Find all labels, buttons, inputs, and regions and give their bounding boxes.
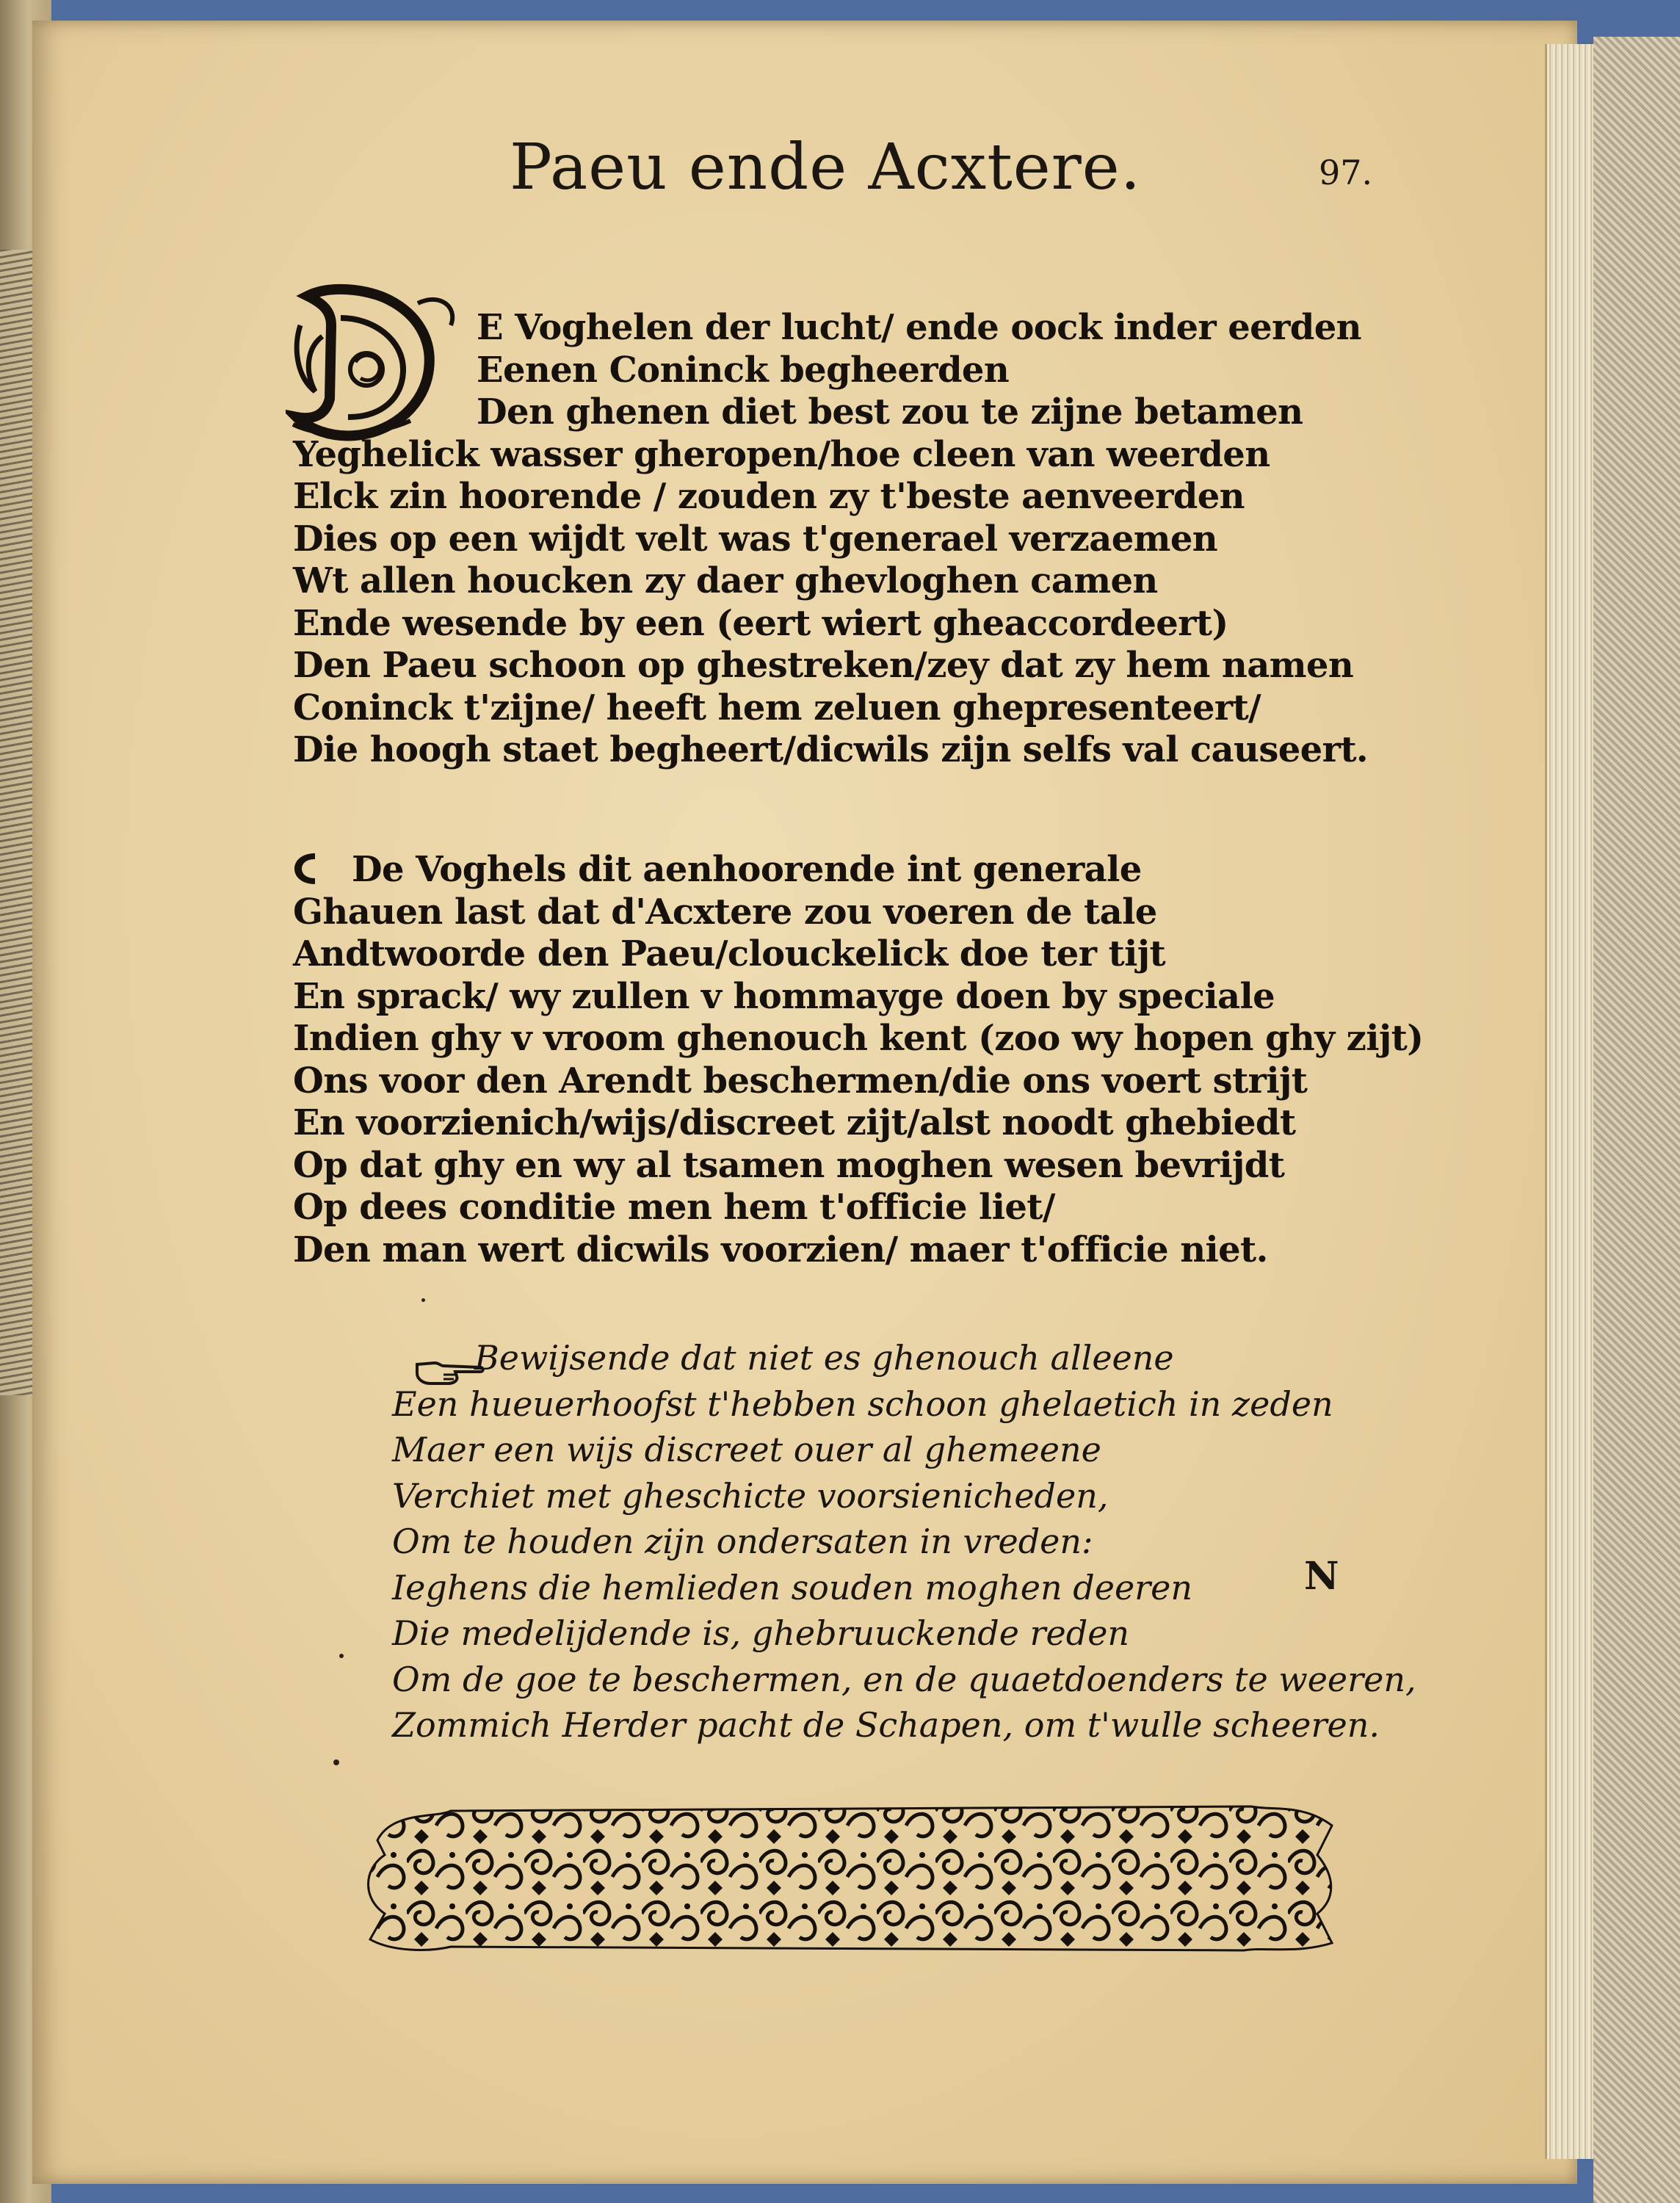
moral-line: Verchiet met gheschicte voorsienicheden,	[392, 1475, 1109, 1516]
stanza-2	[293, 849, 1423, 1271]
verse-line: Den ghenen diet best zou te zijne betamen	[477, 391, 1303, 433]
verse-line: Wt allen houcken zy daer ghevloghen camen	[293, 560, 1158, 601]
verse-line: Die hoogh staet begheert/dicwils zijn selfs val causeert.	[293, 729, 1368, 770]
verse-line	[293, 849, 1423, 891]
verse-line: Coninck t'zijne/ heeft hem zeluen ghepresenteert/	[293, 687, 1261, 728]
verse-line: Op dees conditie men hem t'officie liet/	[293, 1187, 1055, 1228]
running-head: Paeu ende Acxtere.	[510, 131, 1142, 204]
verse-line: Den Paeu schoon op ghestreken/zey dat zy hem namen	[293, 645, 1354, 686]
ornament-band-icon	[348, 1796, 1354, 1958]
verse-line: Eenen Coninck begheerden	[477, 349, 1010, 391]
moral-line: Maer een wijs discreet ouer al ghemeene	[392, 1430, 1101, 1469]
book-cover-edge	[1593, 37, 1680, 2203]
page-number: 97.	[1319, 153, 1373, 192]
stanza-1	[293, 307, 1368, 772]
verse-line: Op dat ghy en wy al tsamen moghen wesen bevrijdt	[293, 1144, 1285, 1186]
verse-line: Dies op een wijdt velt was t'generael verzaemen	[293, 518, 1218, 560]
signature-mark: N	[1304, 1554, 1339, 1599]
paper-speck	[421, 1298, 425, 1302]
moral-line: Bewijsende dat niet es ghenouch alleene	[474, 1338, 1174, 1378]
verse-line: Yeghelick wasser gheropen/hoe cleen van weerden	[293, 433, 1270, 475]
moral-line: Ieghens die hemlieden souden moghen deeren	[392, 1567, 1193, 1607]
verse-line: En sprack/ wy zullen v hommayge doen by speciale	[293, 975, 1275, 1017]
moral-line: Zommich Herder pacht de Schapen, om t'wulle scheeren.	[392, 1705, 1380, 1745]
moral-line: Een hueuerhoofst t'hebben schoon ghelaetich in zeden	[392, 1383, 1333, 1424]
verse-line: Ghauen last dat d'Acxtere zou voeren de tale	[293, 891, 1157, 933]
verse-line: En voorzienich/wijs/discreet zijt/alst noodt ghebiedt	[293, 1102, 1296, 1143]
verse-line: Ende wesende by een (eert wiert gheaccordeert)	[293, 602, 1228, 644]
verse-line: Indien ghy v vroom ghenouch kent (zoo wy hopen ghy zijt)	[293, 1018, 1424, 1059]
moral-verse	[392, 1335, 1416, 1748]
moral-line: Om te houden zijn ondersaten in vreden:	[392, 1522, 1093, 1561]
verse-line: Andtwoorde den Paeu/clouckelick doe ter tijt	[293, 933, 1166, 974]
paper-speck	[333, 1759, 339, 1765]
verse-line: E Voghelen der lucht/ ende oock inder eerden	[477, 307, 1361, 348]
moral-line: Om de goe te beschermen, en de quaetdoenders te weeren,	[392, 1659, 1416, 1699]
page-block-edge	[1545, 44, 1596, 2159]
verse-line: Den man wert dicwils voorzien/ maer t'officie niet.	[293, 1229, 1268, 1270]
paper-speck	[339, 1654, 344, 1658]
pilcrow-icon	[293, 852, 318, 886]
moral-line: Die medelijdende is, ghebruuckende reden	[392, 1613, 1130, 1653]
verse-line-text: De Voghels dit aenhoorende int generale	[352, 849, 1142, 890]
verse-line: Ons voor den Arendt beschermen/die ons voert strijt	[293, 1060, 1308, 1102]
verse-line: Elck zin hoorende / zouden zy t'beste aenveerden	[293, 476, 1245, 517]
book-page	[32, 21, 1577, 2184]
